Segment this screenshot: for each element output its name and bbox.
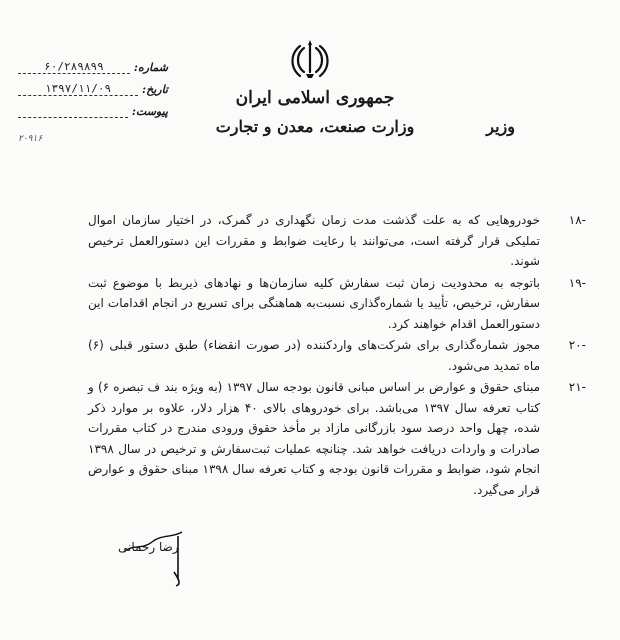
clause-item	[88, 335, 586, 376]
clause-item	[88, 210, 586, 272]
letter-body	[88, 210, 586, 500]
letter-date-row	[18, 78, 168, 100]
clause-number: ۲۱-	[568, 380, 586, 394]
signatory-name: رضا رحمانی	[118, 540, 179, 554]
letter-date-label: تاریخ:	[142, 82, 168, 96]
clause-text: مجوز شماره‌گذاری برای شرکت‌های واردکننده (در صورت انقضاء) طبق دستور قبلی (۶) ماه تمدید می‌شود.	[88, 338, 540, 373]
iran-emblem-icon	[288, 38, 332, 82]
clause-number: ۲۰-	[568, 338, 586, 352]
clause-number: ۱۸-	[568, 213, 586, 227]
clause-number: ۱۹-	[568, 275, 586, 290]
attachment-value	[18, 105, 128, 118]
letter-number-label: شماره:	[133, 60, 168, 74]
letter-date-value: ۱۳۹۷/۱۱/۰۹	[18, 82, 138, 96]
attachment-row	[18, 100, 168, 122]
clause-text: باتوجه به محدودیت زمان ثبت سفارش کلیه سازمان‌ها و نهادهای ذیربط با موضوع ثبت سفارش، ترخیص، تأیید یا شماره‌گذاری نسبت‌به هماهنگی برای تسریع در انجام اقدامات این دستورالعمل اقدام خواهند کرد.	[88, 275, 540, 331]
clause-item	[88, 273, 586, 335]
letter-number-value: ۶۰/۲۸۹۸۹۹	[18, 60, 130, 74]
handwritten-signature	[112, 528, 202, 588]
minister-label: وزیر	[486, 117, 515, 136]
attachment-label: پیوست:	[131, 104, 168, 118]
letter-number-row	[18, 56, 168, 78]
reference-block	[18, 56, 168, 122]
clause-text: خودروهایی که به علت گذشت مدت زمان نگهداری در گمرک، در اختیار سازمان اموال تملیکی قرار گرفته است، می‌توانند با رعایت ضوابط و مقررات این دستورالعمل ترخیص شوند.	[88, 213, 540, 268]
handwritten-note: ۲۰۹۱۶	[18, 134, 43, 144]
ministry-title: وزارت صنعت، معدن و تجارت	[215, 117, 415, 136]
clause-text: مبنای حقوق و عوارض بر اساس مبانی قانون بودجه سال ۱۳۹۷ (به ویژه بند ف تبصره ۶) و کتاب تعرفه سال ۱۳۹۷ می‌باشد. برای خودروهای بالای ۴۰ هزار دلار، علاوه بر موارد ذکر شده، چهل واحد درصد سود بازرگانی مازاد بر مأخذ حقوق ورودی مندرج در کتاب مقررات صادرات و واردات دریافت خواهد شد. چنانچه عملیات ثبت‌سفارش و ترخیص در سال ۱۳۹۸ انجام شود، ضوابط و مقررات قانون بودجه و کتاب تعرفه سال ۱۳۹۸ مبنای حقوق و عوارض قرار می‌گیرد.	[88, 380, 540, 497]
government-title: جمهوری اسلامی ایران	[235, 88, 395, 108]
clause-item	[88, 377, 586, 500]
